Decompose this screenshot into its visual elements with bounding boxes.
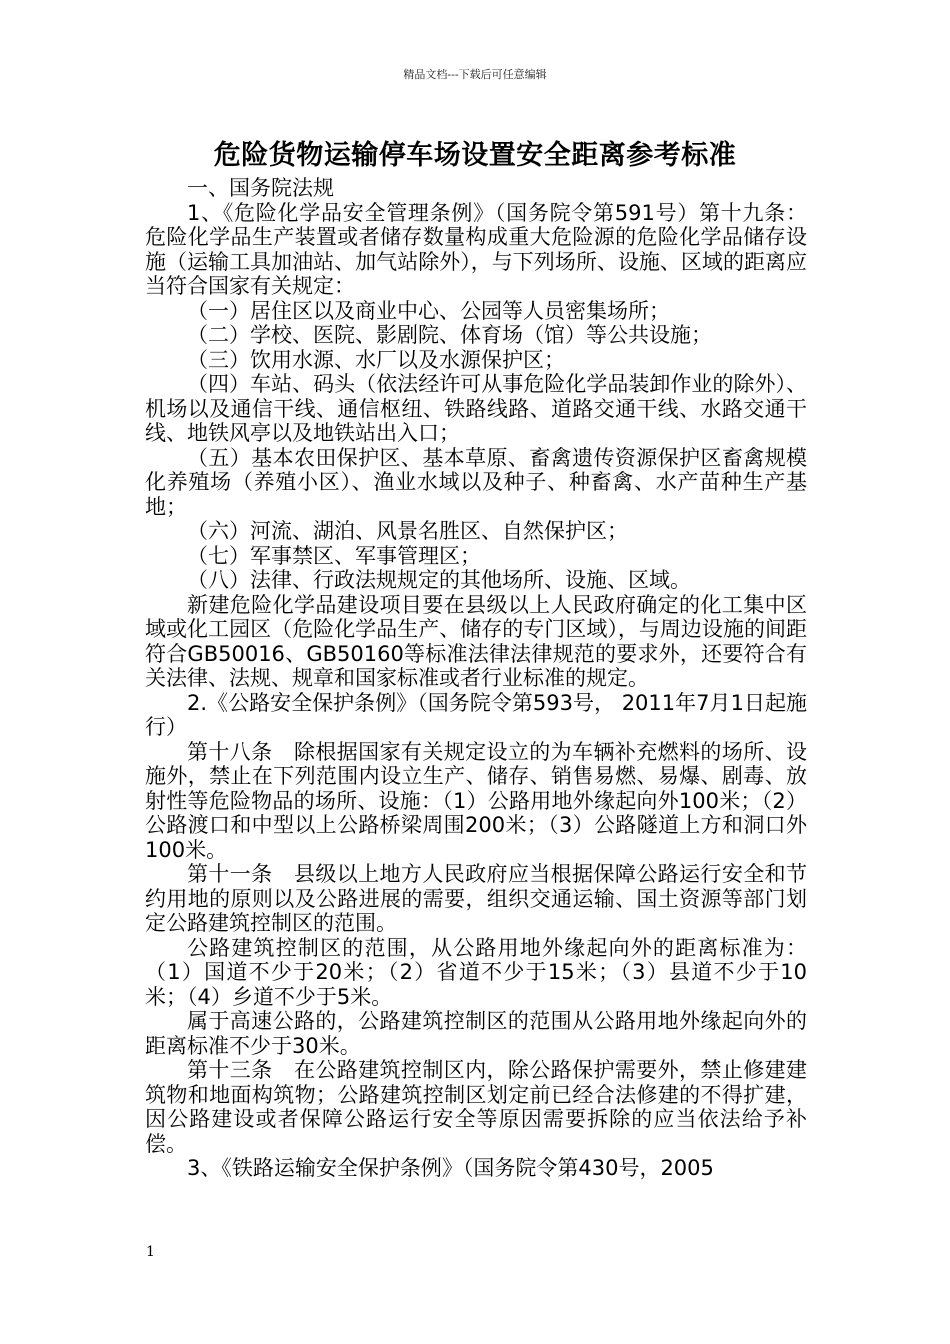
document-title: 危险货物运输停车场设置安全距离参考标准 [213, 140, 737, 171]
paragraph: 1、《危险化学品安全管理条例》（国务院令第591号）第十九条：危险化学品生产装置或者储存数量构成重大危险源的危险化学品储存设施（运输工具加油站、加气站除外），与下列场所、设施、区域的距离应当符合国家有关规定： [145, 200, 807, 298]
paragraph: 第十八条 除根据国家有关规定设立的为车辆补充燃料的场所、设施外，禁止在下列范围内设立生产、储存、销售易燃、易爆、剧毒、放射性等危险物品的场所、设施：（1）公路用地外缘起向外100米；（2）公路渡口和中型以上公路桥梁周围200米；（3）公路隧道上方和洞口外100米。 [145, 739, 807, 862]
page-number: 1 [146, 1244, 155, 1260]
list-item: （七）军事禁区、军事管理区； [187, 543, 481, 568]
paragraph: 3、《铁路运输安全保护条例》（国务院令第430号，2005 [187, 1156, 714, 1180]
paragraph: 公路建筑控制区的范围，从公路用地外缘起向外的距离标准为：（1）国道不少于20米；（2）省道不少于15米；（3）县道不少于10米；（4）乡道不少于5米。 [145, 935, 807, 1009]
list-item: （一）居住区以及商业中心、公园等人员密集场所； [187, 298, 670, 323]
paragraph: 第十三条 在公路建筑控制区内，除公路保护需要外，禁止修建建筑物和地面构筑物；公路建筑控制区划定前已经合法修建的不得扩建，因公路建设或者保障公路运行安全等原因需要拆除的应当依法给予补偿。 [145, 1058, 807, 1156]
page-header: 精品文档---下载后可任意编辑 [403, 68, 547, 81]
list-item: （四）车站、码头（依法经许可从事危险化学品装卸作业的除外）、机场以及通信干线、通信枢纽、铁路线路、道路交通干线、水路交通干线、地铁风亭以及地铁站出入口； [145, 372, 807, 445]
list-item: （六）河流、湖泊、风景名胜区、自然保护区； [187, 519, 628, 543]
list-item: （二）学校、医院、影剧院、体育场（馆）等公共设施； [187, 323, 712, 347]
paragraph: 新建危险化学品建设项目要在县级以上人民政府确定的化工集中区域或化工园区（危险化学品生产、储存的专门区域），与周边设施的间距符合GB50016、GB50160等标准法律法律规范的要求外，还要符合有关法律、法规、规章和国家标准或者行业标准的规定。 [145, 592, 807, 690]
list-item: （五）基本农田保护区、基本草原、畜禽遗传资源保护区畜禽规模化养殖场（养殖小区）、渔业水域以及种子、种畜禽、水产苗种生产基地； [145, 445, 807, 519]
list-item: （八）法律、行政法规规定的其他场所、设施、区域。 [187, 568, 691, 592]
paragraph: 属于高速公路的，公路建筑控制区的范围从公路用地外缘起向外的距离标准不少于30米。 [145, 1009, 807, 1058]
list-item: （三）饮用水源、水厂以及水源保护区； [187, 347, 565, 372]
section-heading: 一、国务院法规 [187, 176, 334, 200]
paragraph: 2.《公路安全保护条例》（国务院令第593号， 2011年7月1日起施行） [145, 690, 807, 739]
document-body [145, 176, 807, 1181]
paragraph: 第十一条 县级以上地方人民政府应当根据保障公路运行安全和节约用地的原则以及公路进展的需要，组织交通运输、国土资源等部门划定公路建筑控制区的范围。 [145, 862, 807, 935]
